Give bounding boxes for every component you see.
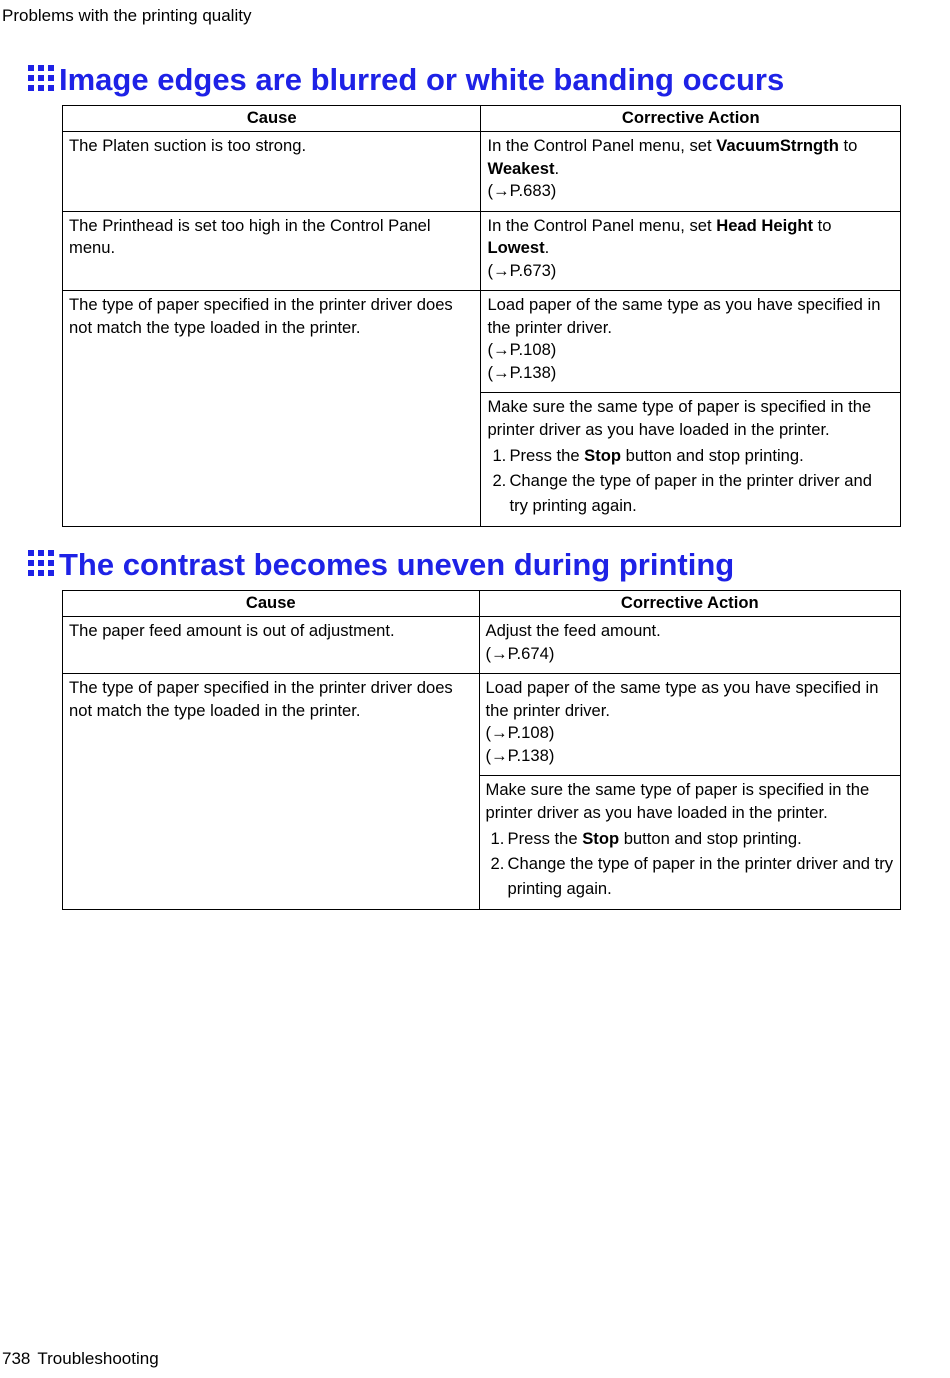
action-text: Make sure the same type of paper is specified in the printer driver as you have loaded in the printer. <box>487 397 872 439</box>
page-footer <box>2 1349 159 1369</box>
button-name: Stop <box>584 446 622 465</box>
action-text: Load paper of the same type as you have specified in the printer driver. <box>487 295 881 337</box>
action-text: Make sure the same type of paper is specified in the printer driver as you have loaded in the printer. <box>485 780 870 822</box>
step-text: button and stop printing. <box>619 829 802 848</box>
section-title-text: The contrast becomes uneven during printing <box>59 547 735 582</box>
action-text: Adjust the feed amount. <box>485 621 661 640</box>
action-cell <box>481 393 901 527</box>
step-number: 2. <box>490 854 505 873</box>
troubleshooting-table <box>62 105 901 527</box>
step-text: Press the <box>509 446 585 465</box>
column-header-cause: Cause <box>63 591 480 617</box>
table-row <box>63 617 901 674</box>
step-text: Change the type of paper in the printer driver and try printing again. <box>507 854 894 898</box>
action-text: In the Control Panel menu, set <box>487 136 717 155</box>
grid-icon <box>28 65 54 91</box>
step-text: Change the type of paper in the printer driver and try printing again. <box>509 471 872 515</box>
section-title-contrast-uneven <box>28 549 734 580</box>
table-row <box>63 291 901 393</box>
column-header-action: Corrective Action <box>479 591 901 617</box>
grid-icon <box>28 550 54 576</box>
steps-list <box>486 826 895 901</box>
section-title-image-edges <box>28 64 784 95</box>
list-item <box>486 851 895 901</box>
step-number: 1. <box>490 829 505 848</box>
step-text: Press the <box>507 829 583 848</box>
action-text: . <box>544 238 550 257</box>
page-reference-link[interactable]: (→P.683) <box>487 181 557 200</box>
step-number: 1. <box>492 446 507 465</box>
step-number: 2. <box>492 471 507 490</box>
page-reference-link[interactable]: (→P.674) <box>485 643 555 663</box>
page-reference-link[interactable]: (→P.108) <box>487 340 557 359</box>
troubleshooting-table <box>62 590 901 910</box>
table-header-row <box>63 591 901 617</box>
action-cell <box>479 617 901 674</box>
menu-item-name: VacuumStrngth <box>716 136 839 155</box>
button-name: Stop <box>582 829 620 848</box>
action-cell <box>479 776 901 910</box>
footer-section: Troubleshooting <box>37 1349 159 1368</box>
section-title-text: Image edges are blurred or white banding occurs <box>59 62 785 97</box>
page-reference-link[interactable]: (→P.138) <box>487 362 557 382</box>
steps-list <box>487 443 894 518</box>
table-row <box>63 132 901 212</box>
list-item <box>487 443 894 468</box>
action-cell <box>481 132 901 212</box>
action-cell <box>479 674 901 776</box>
cause-cell: The paper feed amount is out of adjustment. <box>63 617 480 674</box>
action-text: to <box>838 136 858 155</box>
menu-item-name: Head Height <box>716 215 814 235</box>
setting-value: Lowest <box>487 238 545 257</box>
column-header-action: Corrective Action <box>481 106 901 132</box>
list-item <box>487 468 894 518</box>
cause-cell: The Printhead is set too high in the Control Panel menu. <box>63 211 481 291</box>
page-reference-link[interactable]: (→P.138) <box>485 745 555 765</box>
running-head: Problems with the printing quality <box>2 6 252 25</box>
table-row <box>63 211 901 291</box>
cause-cell: The type of paper specified in the printer driver does not match the type loaded in the printer. <box>63 674 480 910</box>
table-row <box>63 674 901 776</box>
step-text: button and stop printing. <box>621 446 804 465</box>
action-text: In the Control Panel menu, set <box>487 215 717 235</box>
action-text: Load paper of the same type as you have specified in the printer driver. <box>485 678 879 720</box>
cause-cell: The Platen suction is too strong. <box>63 132 481 212</box>
page-reference-link[interactable]: (→P.673) <box>487 260 557 280</box>
cause-cell: The type of paper specified in the printer driver does not match the type loaded in the printer. <box>63 291 481 527</box>
action-text: . <box>554 158 560 178</box>
list-item <box>486 826 895 851</box>
setting-value: Weakest <box>487 158 555 178</box>
column-header-cause: Cause <box>63 106 481 132</box>
action-text: to <box>813 215 832 235</box>
table-header-row <box>63 106 901 132</box>
action-cell <box>481 211 901 291</box>
page-reference-link[interactable]: (→P.108) <box>485 723 555 742</box>
action-cell <box>481 291 901 393</box>
page-number: 738 <box>2 1349 31 1368</box>
